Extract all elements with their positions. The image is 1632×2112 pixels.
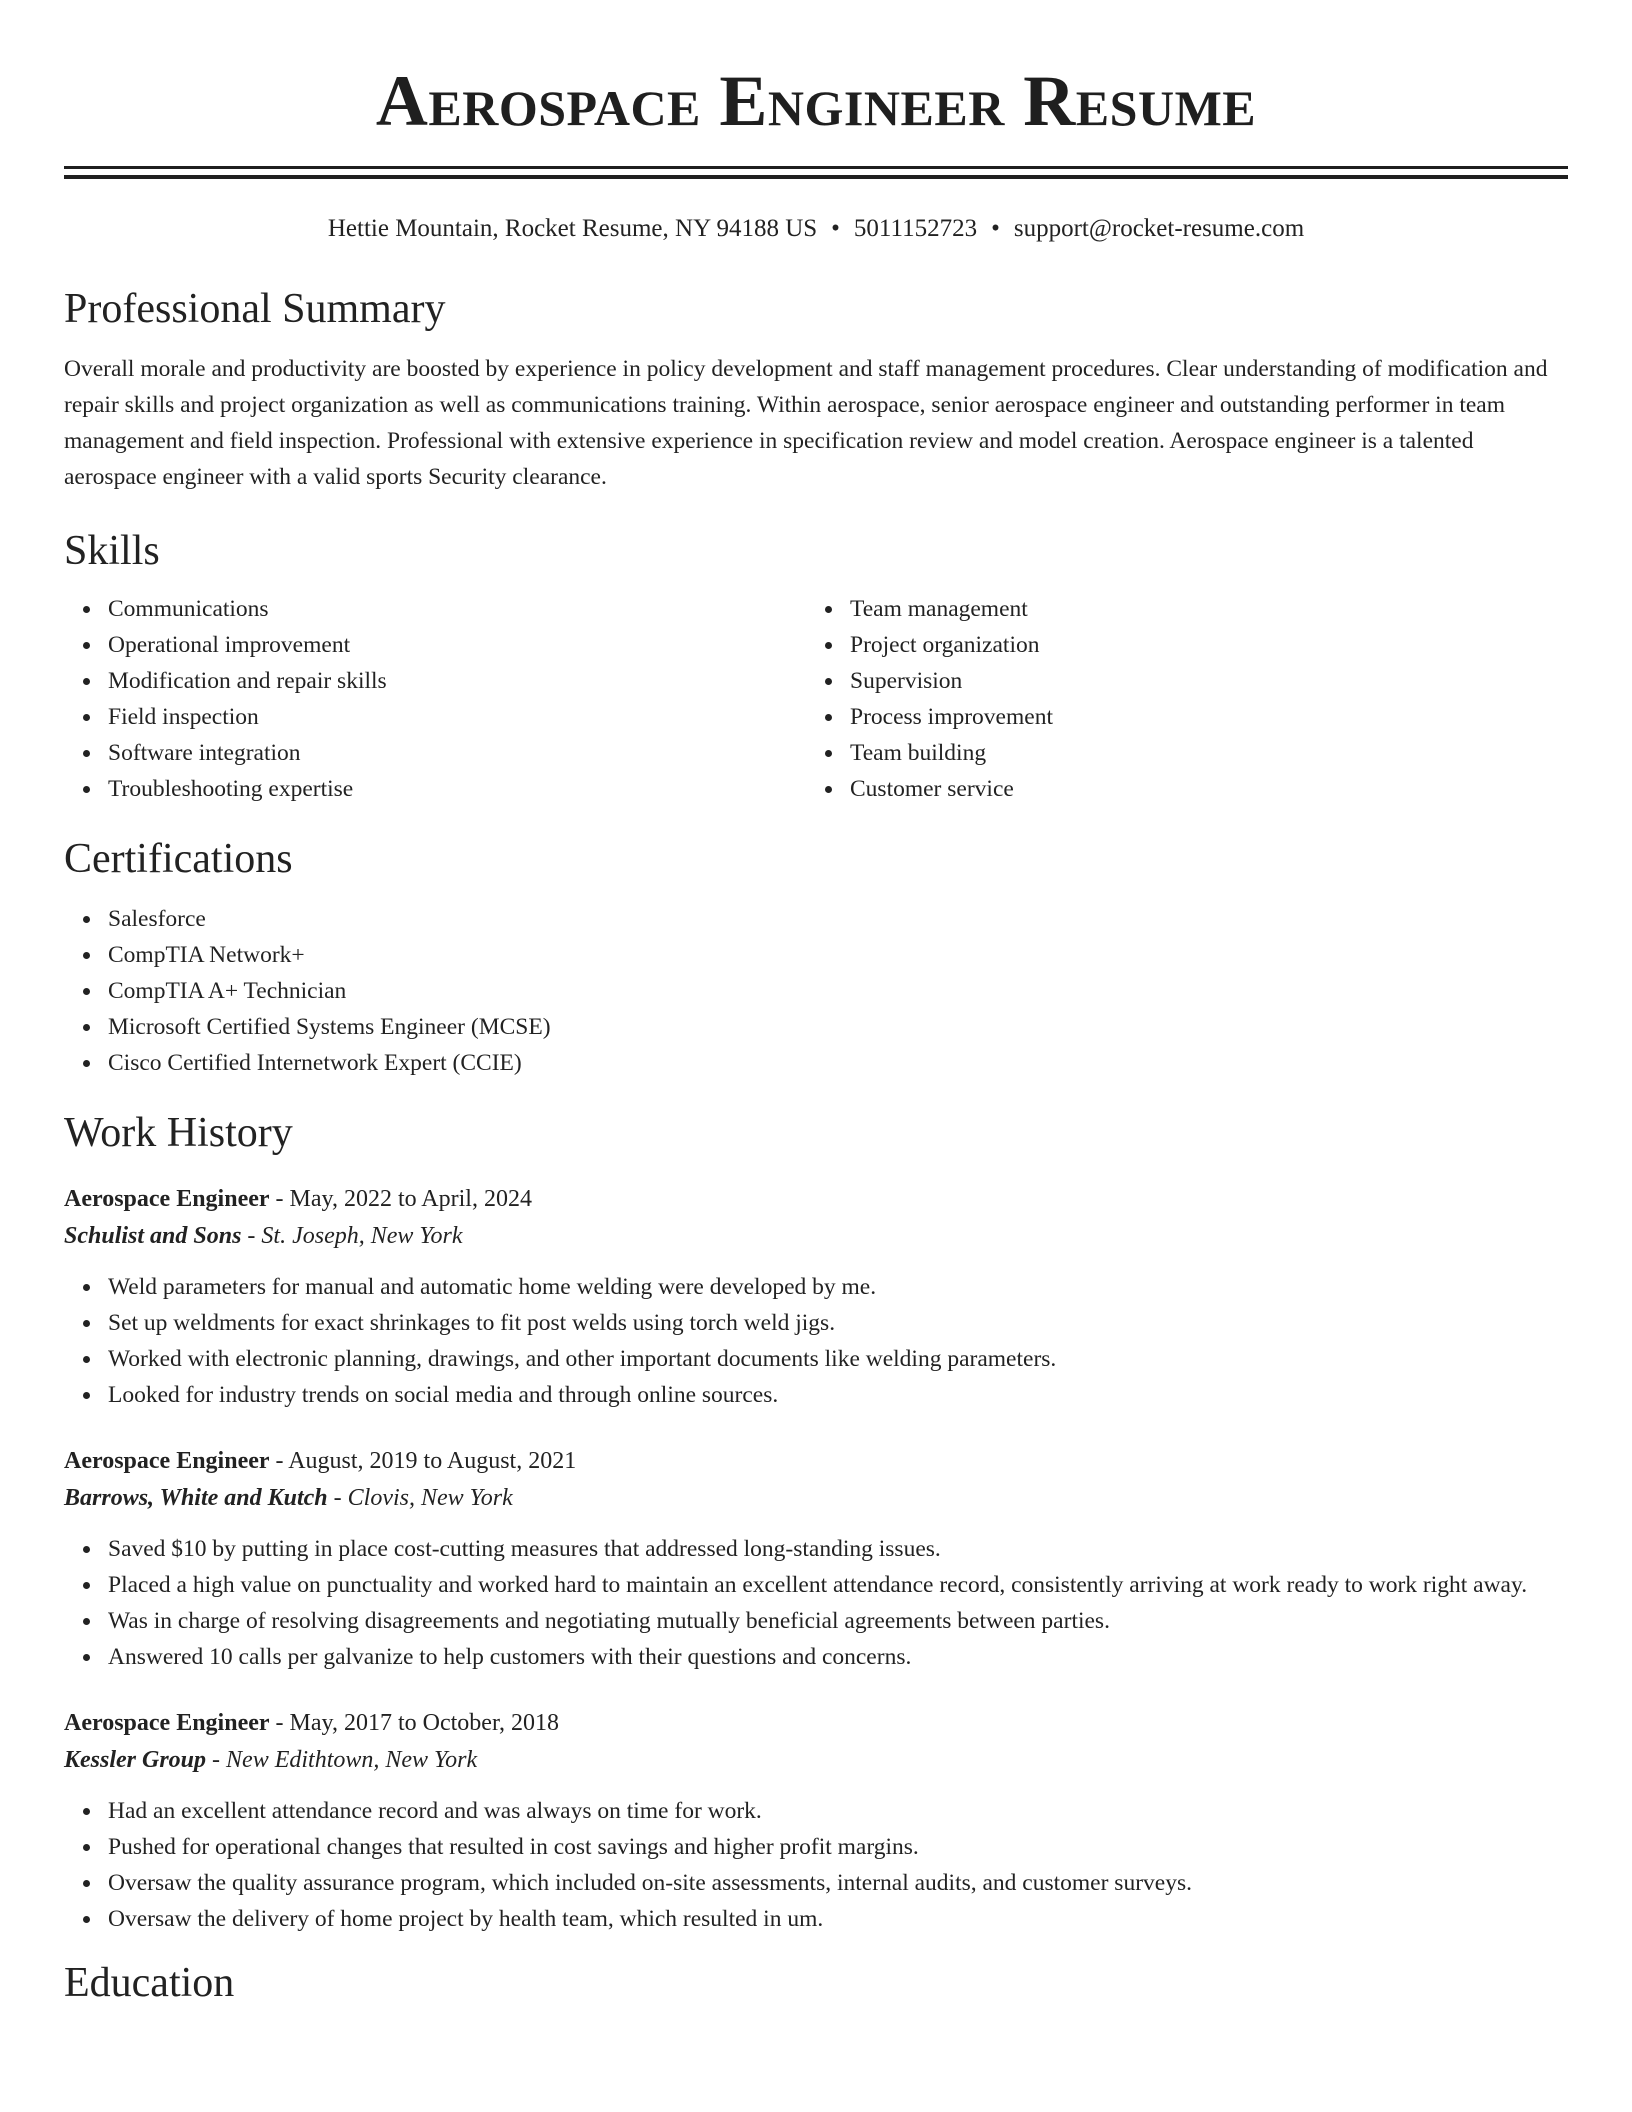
contact-line [64,213,1568,245]
job-bullet: Saved $10 by putting in place cost-cutting measures that addressed long-standing issues. [108,1531,1568,1567]
job-bullet: Oversaw the delivery of home project by health team, which resulted in um. [108,1901,1568,1937]
certification-item: CompTIA Network+ [108,937,1568,973]
title-divider-top [64,166,1568,169]
job-bullet: Answered 10 calls per galvanize to help customers with their questions and concerns. [108,1639,1568,1675]
education-section [64,1957,1568,2009]
job-dates: May, 2017 to October, 2018 [289,1710,559,1736]
job-bullet: Had an excellent attendance record and was always on time for work. [108,1793,1568,1829]
certification-item: Cisco Certified Internetwork Expert (CCIE) [108,1045,1568,1081]
skill-item: Supervision [850,663,1548,699]
skill-item: Software integration [108,735,806,771]
skill-item: Modification and repair skills [108,663,806,699]
job-bullet: Was in charge of resolving disagreements and negotiating mutually beneficial agreements between parties. [108,1603,1568,1639]
skill-item: Communications [108,591,806,627]
contact-phone: 5011152723 [853,215,978,242]
job-entry [64,1181,1568,1413]
summary-text: Overall morale and productivity are boosted by experience in policy development and staff management procedures. Clear understanding of modification and repair skills and project organization as well as communications training. Within aerospace, senior aerospace engineer and outstanding performer in team management and field inspection. Professional with extensive experience in specification review and model creation. Aerospace engineer is a talented aerospace engineer with a valid sports Security clearance. [64,356,1548,490]
skills-column-right [806,591,1548,807]
job-bullets [64,1531,1568,1675]
job-bullet: Looked for industry trends on social media and through online sources. [108,1377,1568,1413]
skill-item: Process improvement [850,699,1548,735]
skill-item: Project organization [850,627,1548,663]
certifications-heading: Certifications [64,836,293,882]
job-bullets [64,1269,1568,1413]
job-header: Aerospace Engineer - May, 2022 to April, 2024 [64,1186,532,1212]
contact-separator: • [831,215,840,242]
job-company: Schulist and Sons [64,1223,242,1249]
job-role: Aerospace Engineer [64,1448,270,1474]
skills-section [64,525,1568,807]
education-heading: Education [64,1960,235,2006]
skills-column-left [64,591,806,807]
contact-separator: • [991,215,1000,242]
job-bullet: Worked with electronic planning, drawings, and other important documents like welding parameters. [108,1341,1568,1377]
job-location: Clovis, New York [347,1485,513,1511]
job-dates: August, 2019 to August, 2021 [288,1448,577,1474]
job-bullet: Set up weldments for exact shrinkages to fit post welds using torch weld jigs. [108,1305,1568,1341]
skill-item: Troubleshooting expertise [108,771,806,807]
certification-item: Microsoft Certified Systems Engineer (MCSE) [108,1009,1568,1045]
job-company-line: Barrows, White and Kutch - Clovis, New York [64,1485,513,1511]
skill-item: Team building [850,735,1548,771]
job-bullets [64,1793,1568,1937]
skill-item: Customer service [850,771,1548,807]
job-location: New Edithtown, New York [226,1747,478,1773]
job-header: Aerospace Engineer - May, 2017 to October, 2018 [64,1710,559,1736]
summary-section [64,283,1568,495]
job-company-line: Kessler Group - New Edithtown, New York [64,1747,478,1773]
certifications-list [64,901,1568,1081]
job-entry [64,1443,1568,1675]
job-company-line: Schulist and Sons - St. Joseph, New York [64,1223,463,1249]
job-dates: May, 2022 to April, 2024 [289,1186,532,1212]
job-bullet: Oversaw the quality assurance program, which included on-site assessments, internal audits, and customer surveys. [108,1865,1568,1901]
title-divider-bottom [64,175,1568,179]
contact-email: support@rocket-resume.com [1013,215,1305,242]
skill-item: Team management [850,591,1548,627]
skill-item: Field inspection [108,699,806,735]
summary-heading: Professional Summary [64,286,446,332]
skills-grid [64,591,1568,807]
certification-item: Salesforce [108,901,1568,937]
job-role: Aerospace Engineer [64,1710,270,1736]
job-role: Aerospace Engineer [64,1186,270,1212]
work-history-section [64,1107,1568,1937]
skill-item: Operational improvement [108,627,806,663]
work-history-heading: Work History [64,1110,293,1156]
certifications-section [64,833,1568,1081]
job-header: Aerospace Engineer - August, 2019 to August, 2021 [64,1448,577,1474]
job-bullet: Weld parameters for manual and automatic home welding were developed by me. [108,1269,1568,1305]
job-bullet: Placed a high value on punctuality and worked hard to maintain an excellent attendance record, consistently arriving at work ready to work right away. [108,1567,1568,1603]
skills-list-left [64,591,806,807]
skills-list-right [806,591,1548,807]
certification-item: CompTIA A+ Technician [108,973,1568,1009]
job-bullet: Pushed for operational changes that resulted in cost savings and higher profit margins. [108,1829,1568,1865]
job-location: St. Joseph, New York [261,1223,463,1249]
job-company: Barrows, White and Kutch [64,1485,328,1511]
resume-title: Aerospace Engineer Resume [375,61,1257,141]
job-company: Kessler Group [64,1747,207,1773]
contact-address: Hettie Mountain, Rocket Resume, NY 94188 US [327,215,818,242]
job-entry [64,1705,1568,1937]
skills-heading: Skills [64,528,160,574]
